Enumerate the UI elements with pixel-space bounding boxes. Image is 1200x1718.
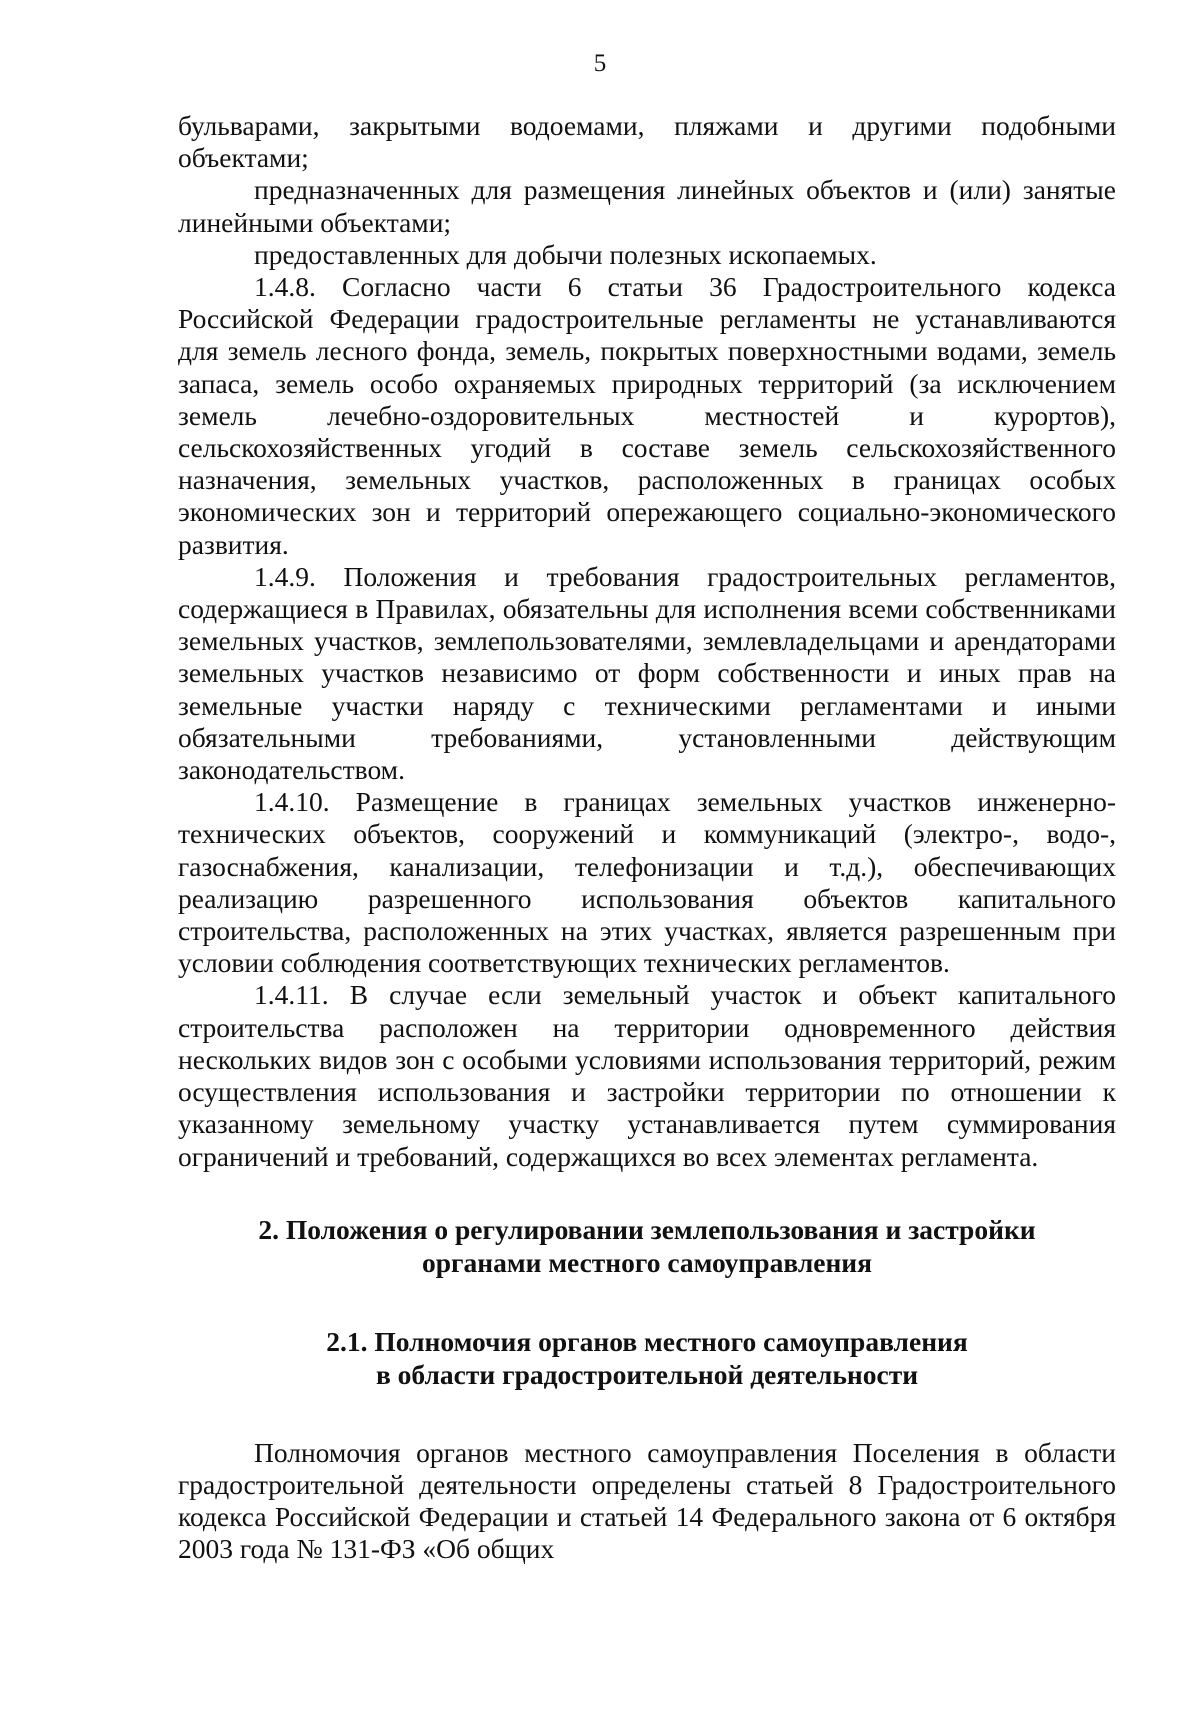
section-2-1-heading	[178, 1325, 1116, 1391]
paragraph-continuation: бульварами, закрытыми водоемами, пляжами и другими подобными объектами;	[178, 110, 1116, 174]
document-body	[178, 110, 1116, 1566]
paragraph-1-4-8: 1.4.8. Согласно части 6 статьи 36 Градостроительного кодекса Российской Федерации градостроительные регламенты не устанавливаются для земель лесного фонда, земель, покрытых поверхностными водами, земель запаса, земель особо охраняемых природных территорий (за исключением земель лечебно-оздоровительных местностей и курортов), сельскохозяйственных угодий в составе земель сельскохозяйственного назначения, земельных участков, расположенных в границах особых экономических зон и территорий опережающего социально-экономического развития.	[178, 271, 1116, 560]
page-number: 5	[593, 50, 607, 77]
section-2-1-heading-line-1: 2.1. Полномочия органов местного самоуправления	[326, 1325, 968, 1357]
paragraph-1-4-9: 1.4.9. Положения и требования градостроительных регламентов, содержащиеся в Правилах, обязательны для исполнения всеми собственниками земельных участков, землепользователями, землевладельцами и арендаторами земельных участков независимо от форм собственности и иных прав на земельные участки наряду с техническими регламентами и иными обязательными требованиями, установленными действующим законодательством.	[178, 560, 1116, 786]
section-2-1-heading-line-2: в области градостроительной деятельности	[375, 1358, 919, 1390]
paragraph-mineral-extraction: предоставленных для добычи полезных ископаемых.	[254, 238, 877, 270]
section-2-heading-line-2: органами местного самоуправления	[421, 1246, 873, 1278]
paragraph-authority: Полномочия органов местного самоуправления Поселения в области градостроительной деятельности определены статьей 8 Градостроительного кодекса Российской Федерации и статьей 14 Федерального закона от 6 октября 2003 года № 131-ФЗ «Об общих	[178, 1436, 1116, 1565]
paragraph-1-4-10: 1.4.10. Размещение в границах земельных участков инженерно-технических объектов, сооружений и коммуникаций (электро-, водо-, газоснабжения, канализации, телефонизации и т.д.), обеспечивающих реализацию разрешенного использования объектов капитального строительства, расположенных на этих участках, является разрешенным при условии соблюдения соответствующих технических регламентов.	[178, 786, 1116, 979]
section-2-heading-line-1: 2. Положения о регулировании землепользования и застройки	[258, 1213, 1036, 1245]
paragraph-1-4-11: 1.4.11. В случае если земельный участок и объект капитального строительства расположен на территории одновременного действия нескольких видов зон с особыми условиями использования территорий, режим осуществления использования и застройки территории по отношении к указанному земельному участку устанавливается путем суммирования ограничений и требований, содержащихся во всех элементах регламента.	[178, 979, 1116, 1172]
paragraph-linear-objects: предназначенных для размещения линейных объектов и (или) занятые линейными объектами;	[178, 174, 1116, 238]
section-2-heading	[178, 1213, 1116, 1279]
